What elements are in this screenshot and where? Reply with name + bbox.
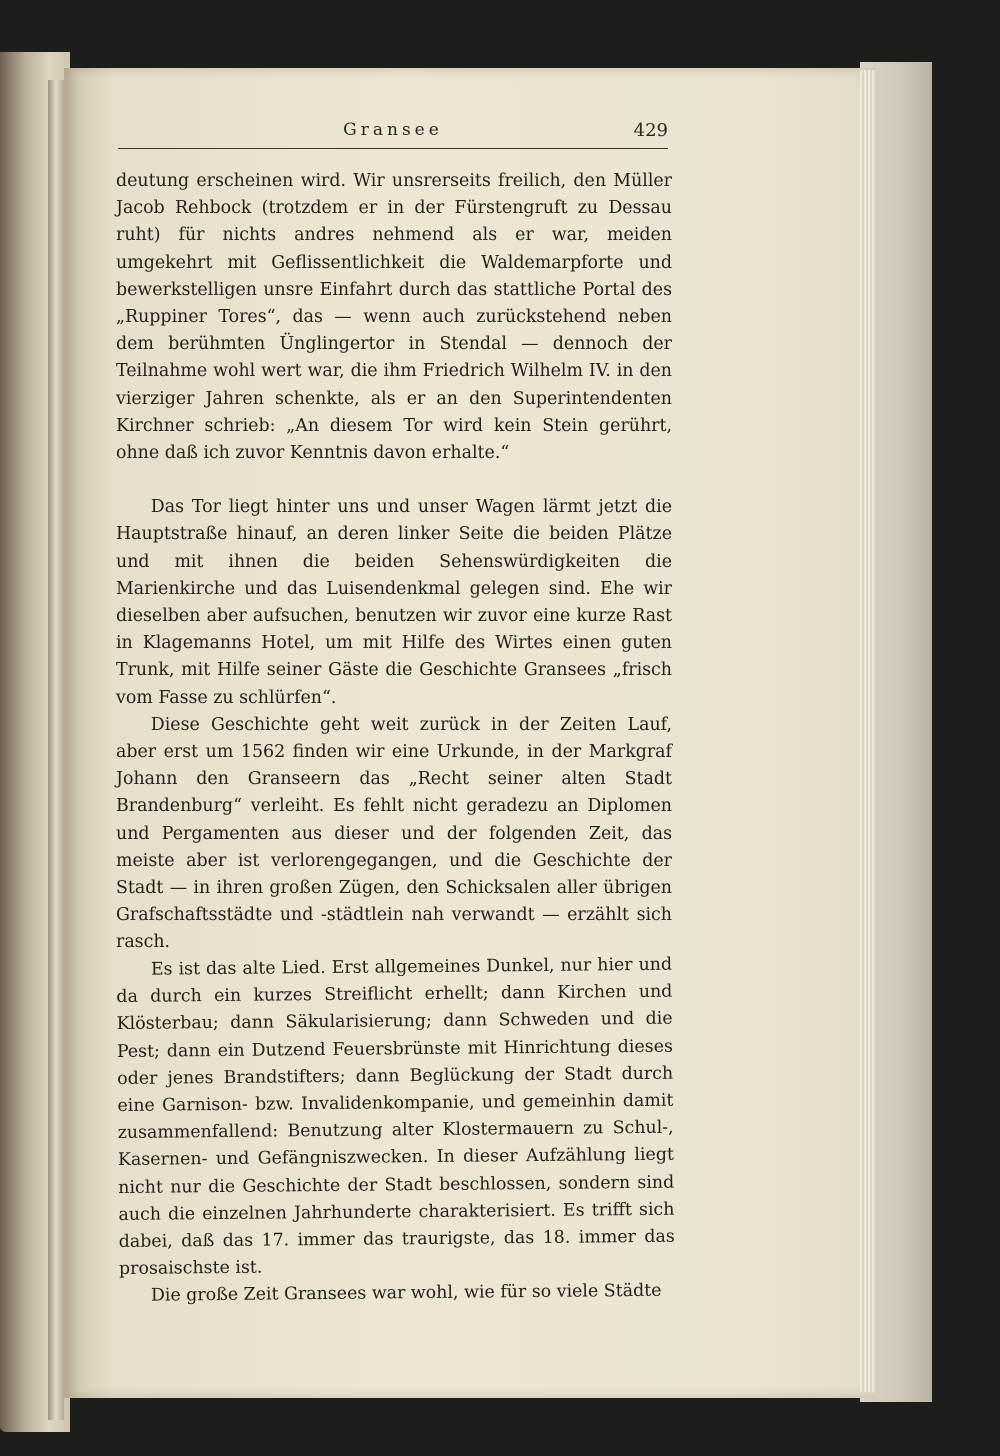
page-stack-edge [860,70,876,1392]
page-number: 429 [633,120,668,141]
paragraph-5: Die große Zeit Gransees war wohl, wie für so viele Städte [150,1280,662,1306]
paragraph-4: Es ist das alte Lied. Erst allgemeines Dunkel, nur hier und da durch ein kurzes Streiflicht erhellt; dann Kirchen und Klösterbau; dann Säkularisierung; dann Schweden und die Pest; dann ein Dutzend Feuersbrünste mit Hinrichtung dieses oder jenes Brandstifters; dann Beglückung der Stadt durch eine Garnison- bzw. Invalidenkompanie, und gemeinhin damit zusammenfallend: Benutzung alter Klostermauern zu Schul-, Kasernen- und Gefängniszwecken. In dieser Aufzählung liegt nicht nur die Geschichte der Stadt beschlossen, sondern sind auch die einzelnen Jahrhunderte charakterisiert. Es trifft sich dabei, daß das 17. immer das traurigste, das 18. immer das prosaischste ist. [116,954,675,1279]
paragraph-1: deutung erscheinen wird. Wir unsrerseits freilich, den Müller Jacob Rehbock (trotzdem er in der Fürstengruft zu Dessau ruht) für nichts andres nehmend als er war, meiden umgekehrt mit Geflissentlichkeit die Waldemarpforte und bewerkstelligen unsre Einfahrt durch das stattliche Portal des „Ruppiner Tores“, das — wenn auch zurückstehend neben dem berühmten Ünglingertor in Stendal — dennoch der Teilnahme wohl wert war, die ihm Friedrich Wilhelm IV. in den vierziger Jahren schenkte, als er an den Superintendenten Kirchner schrieb: „An diesem Tor wird kein Stein gerührt, ohne daß ich zuvor Kenntnis davon erhalte.“ [116,171,672,464]
running-title: Gransee [343,120,443,140]
body-text [116,168,675,1310]
running-head [118,118,668,149]
book-gutter [48,80,64,1420]
paragraph-3: Diese Geschichte geht weit zurück in der Zeiten Lauf, aber erst um 1562 finden wir eine Urkunde, in der Markgraf Johann den Granseern das „Recht seiner alten Stadt Brandenburg“ verleiht. Es fehlt nicht geradezu an Diplomen und Pergamenten aus dieser und der folgenden Zeit, das meiste aber ist verlorengegangen, und die Geschichte der Stadt — in ihren großen Zügen, den Schicksalen aller übrigen Grafschaftsstädte und -städtlein nah verwandt — erzählt sich rasch. [116,714,672,953]
paragraph-2: Das Tor liegt hinter uns und unser Wagen lärmt jetzt die Hauptstraße hinauf, an deren linker Seite die beiden Plätze und mit ihnen die beiden Sehenswürdigkeiten die Marienkirche und das Luisendenkmal gelegen sind. Ehe wir dieselben aber aufsuchen, benutzen wir zuvor eine kurze Rast in Klagemanns Hotel, um mit Hilfe des Wirtes einen guten Trunk, mit Hilfe seiner Gäste die Geschichte Gransees „frisch vom Fasse zu schlürfen“. [116,497,672,708]
